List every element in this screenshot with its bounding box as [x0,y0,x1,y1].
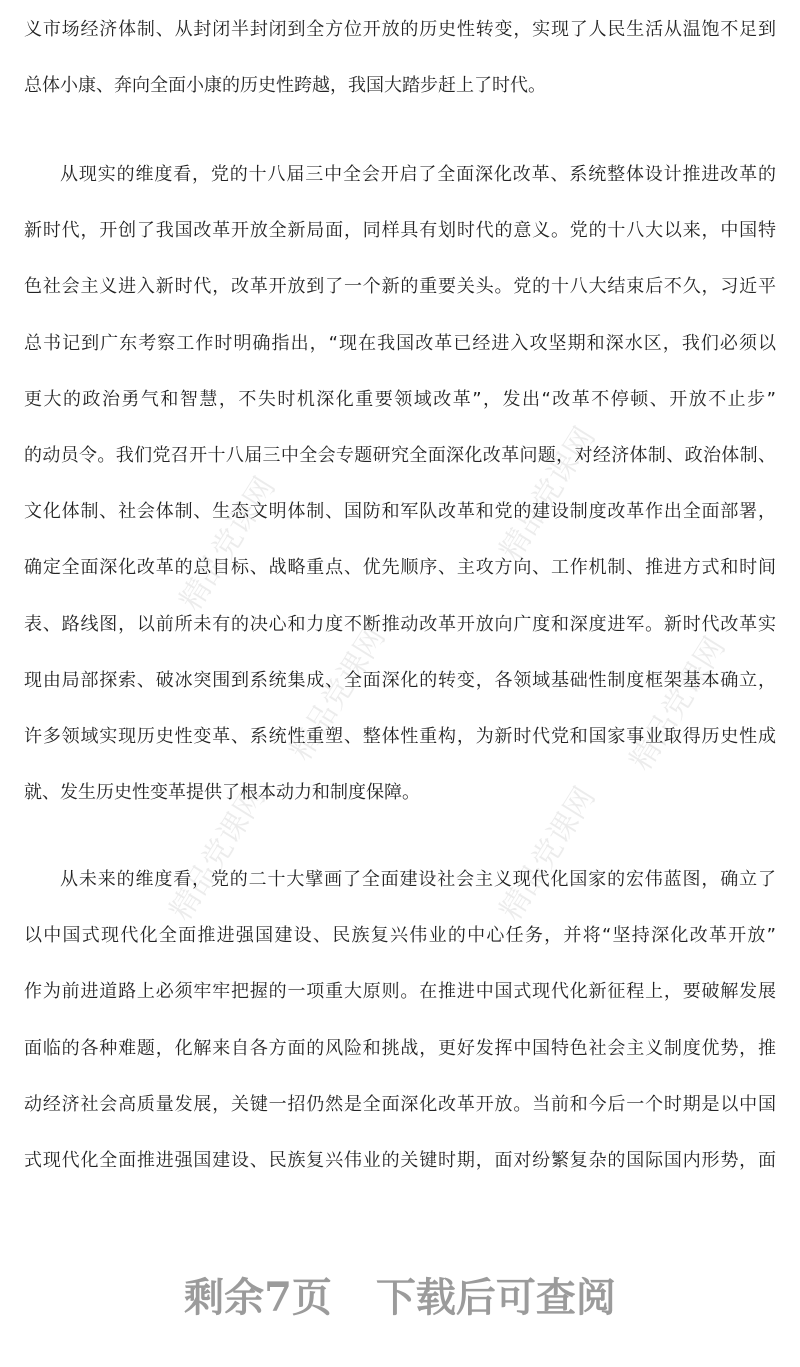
watermark: 精品党课网 [173,470,283,617]
paragraph-1-line: 义市场经济体制、从封闭半封闭到全方位开放的历史性转变，实现了人民生活从温饱不足到 [24,19,776,40]
paragraph-2-line: 新时代，开创了我国改革开放全新局面，同样具有划时代的意义。党的十八大以来，中国特 [24,220,776,242]
paragraph-3-line: 面临的各种难题，化解来自各方面的风险和挑战，更好发挥中国特色社会主义制度优势，推 [24,1037,776,1059]
watermark: 精品党课网 [283,620,393,767]
paragraph-3-line: 式现代化全面推进强国建设、民族复兴伟业的关键时期，面对纷繁复杂的国际国内形势，面 [24,1150,776,1171]
paragraph-2-line: 表、路线图，以前所未有的决心和力度不断推动改革开放向广度和深度进军。新时代改革实 [24,613,776,635]
paragraph-2-line: 确定全面深化改革的总目标、战略重点、优先顺序、主攻方向、工作机制、推进方式和时间 [24,557,776,579]
paragraph-3-line: 以中国式现代化全面推进强国建设、民族复兴伟业的中心任务，并将“坚持深化改革开放” [24,925,776,947]
watermark: 精品党课网 [163,780,273,927]
paragraph-2-line: 许多领域实现历史性变革、系统性重塑、整体性重构，为新时代党和国家事业取得历史性成 [24,726,776,747]
remaining-pages-label: 剩余7页 [184,1274,332,1321]
paragraph-2-line: 文化体制、社会体制、生态文明体制、国防和军队改革和党的建设制度改革作出全面部署， [24,501,776,523]
paragraph-2-line: 色社会主义进入新时代，改革开放到了一个新的重要关头。党的十八大结束后不久，习近平 [24,276,776,298]
watermark: 精品党课网 [493,780,603,927]
watermark: 精品党课网 [623,630,733,777]
paragraph-3-line: 作为前进道路上必须牢牢把握的一项重大原则。在推进中国式现代化新征程上，要破解发展 [24,981,776,1003]
paragraph-1-line: 总体小康、奔向全面小康的历史性跨越，我国大踏步赶上了时代。 [24,75,546,97]
paragraph-3-line: 动经济社会高质量发展，关键一招仍然是全面深化改革开放。当前和今后一个时期是以中国 [24,1093,776,1115]
paragraph-2-line: 更大的政治勇气和智慧，不失时机深化重要领域改革”，发出“改革不停顿、开放不止步” [24,388,776,410]
paragraph-2-line: 的动员令。我们党召开十八届三中全会专题研究全面深化改革问题，对经济体制、政治体制、 [24,445,776,466]
watermark: 精品党课网 [493,420,603,567]
paragraph-2-line: 总书记到广东考察工作时明确指出，“现在我国改革已经进入攻坚期和深水区，我们必须以 [24,332,776,354]
download-prompt[interactable] [0,1266,800,1323]
paragraph-3-line: 从未来的维度看，党的二十大擘画了全面建设社会主义现代化国家的宏伟蓝图，确立了 [60,869,776,890]
paragraph-2-line: 从现实的维度看，党的十八届三中全会开启了全面深化改革、系统整体设计推进改革的 [60,164,776,185]
paragraph-2-line: 现由局部探索、破冰突围到系统集成、全面深化的转变，各领域基础性制度框架基本确立， [24,669,776,691]
download-to-view-label[interactable]: 下载后可查阅 [375,1274,616,1321]
paragraph-2-line: 就、发生历史性变革提供了根本动力和制度保障。 [24,782,420,804]
